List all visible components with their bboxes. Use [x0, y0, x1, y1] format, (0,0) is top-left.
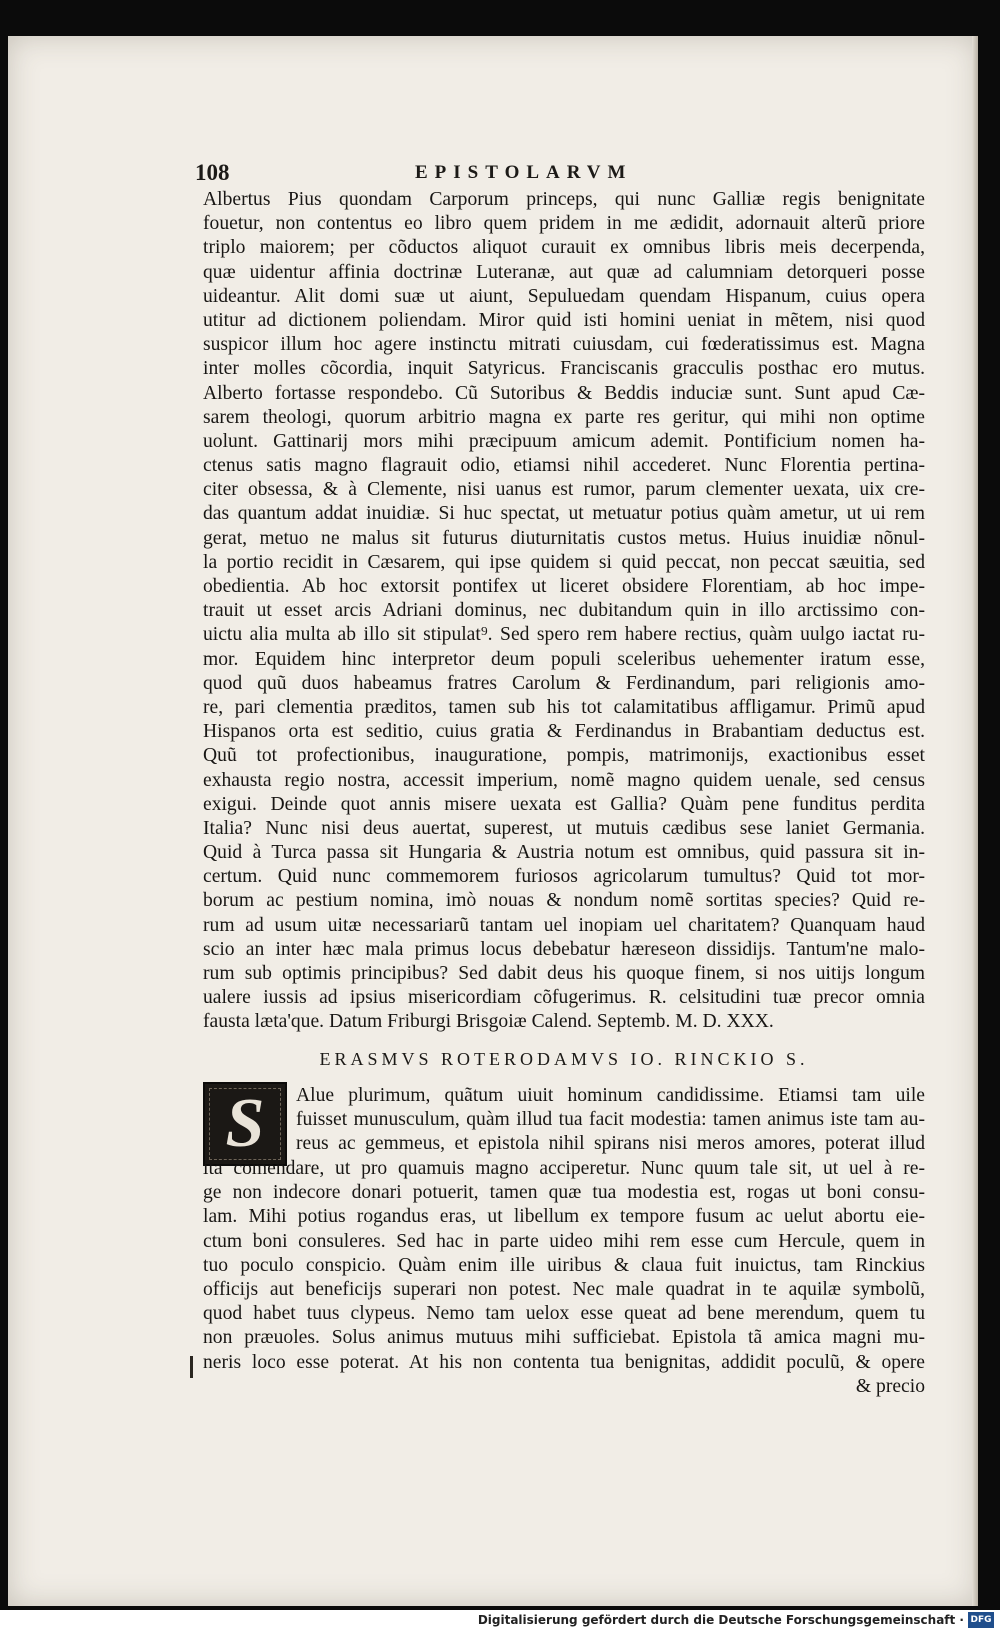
text-line: officijs aut beneficijs superari non potest. Nec male quadrat in te aquilæ symbolũ,: [203, 1278, 925, 1300]
text-line: fuisset munusculum, quàm illud tua facit modestia: tamen animus iste tam au-: [296, 1109, 925, 1131]
text-line: uolunt. Gattinarij mors mihi præcipuum amicum ademit. Pontificium nomen ha-: [203, 430, 925, 452]
text-line: gerat, metuo ne malus sit futurus diuturnitatis custos metus. Huius inuidiæ nõnul-: [203, 527, 925, 549]
text-line: borum ac pestium nomina, imò nouas & nondum nomẽ sortitas species? Quid re-: [203, 890, 925, 912]
text-line: obedientia. Ab hoc extorsit pontifex ut liceret obsidere Florentiam, ab hoc impe-: [203, 576, 925, 597]
decorated-initial: [203, 1082, 287, 1166]
page-edge: [972, 36, 978, 1606]
text-line: rum ad usum uitæ necessariarũ tantam uel inopiam uel charitatem? Quanquam haud: [203, 914, 925, 936]
text-line: trauit ut esset arcis Adriani dominus, nec dubitandum quin in illo arctissimo con-: [203, 600, 925, 622]
text-line: reus ac gemmeus, et epistola nihil spirans nisi meros amores, poterat illud: [296, 1133, 925, 1155]
text-line: quod quũ duos habeamus fratres Carolum & Ferdinandum, pari religionis amo-: [203, 672, 925, 694]
letter-1-body: [203, 188, 925, 1035]
page-header: [195, 160, 925, 186]
text-line: citer obsessa, & à Clemente, nisi uanus est rumor, parum clementer uexata, uix cre-: [203, 479, 925, 501]
text-line: re, pari clementia præditos, tamen sub his tot calamitatibus affligamur. Primũ apud: [203, 696, 925, 718]
text-line: exhausta regio nostra, accessit imperium, nomẽ magno quidem uenale, sed census: [203, 769, 925, 791]
drop-cap-letter: S: [225, 1085, 265, 1162]
text-line: la portio recidit in Cæsarem, qui ipse quidem si quid peccat, non peccat sæuitia, sed: [203, 551, 925, 573]
text-line: scio an inter hæc mala primus locus debebatur hæreseon dissidijs. Tantum'ne malo-: [203, 938, 925, 960]
page-number: 108: [195, 160, 230, 185]
text-line: ctum boni consuleres. Sed hac in parte uideo mihi rem esse cum Hercule, quem in: [203, 1230, 925, 1252]
text-line: quod habet tuus clypeus. Nemo tam uelox esse queat ad bene merendum, quem tu: [203, 1303, 925, 1325]
digitization-footer: [0, 1610, 1000, 1632]
text-line: suspicor illum hoc agere instinctu mitrati cuiusdam, cui fœderatissimus est. Magna: [203, 334, 925, 356]
text-line: quæ uidentur affinia doctrinæ Luteranæ, aut quæ ad calumniam detorqueri posse: [203, 261, 925, 283]
text-line: ualere iussis ad ipsius misericordiam cõfugerimus. R. celsitudini tuæ precor omnia: [203, 987, 925, 1009]
margin-mark: [190, 1356, 193, 1378]
text-line: inter molles cõcordia, inquit Satyricus. Franciscanis gracculis posthac ero mutus.: [203, 358, 925, 380]
text-line: mor. Equidem hinc interpretor deum populi sceleribus uehementer iratum esse,: [203, 648, 925, 670]
text-line: Albertus Pius quondam Carporum princeps, qui nunc Galliæ regis benignitate: [203, 189, 925, 210]
text-line: ge non indecore donari potuerit, tamen quæ tua modestia est, rogas ut boni consu-: [203, 1182, 925, 1204]
text-line: uideantur. Alit domi suæ ut aiunt, Sepuluedam quendam Hispanum, cuius opera: [203, 285, 925, 307]
letter-2-body: [203, 1157, 925, 1399]
running-title: EPISTOLARVM: [415, 162, 633, 183]
initial-ornament: [209, 1088, 281, 1160]
letter-2-opening: [296, 1084, 925, 1157]
text-line: das quantum addat inuidiæ. Si huc spectat, ut metuatur potius quàm ametur, ut ui rem: [203, 503, 925, 525]
text-line: sarem theologi, quorum arbitrio magna ex parte res geritur, qui mihi non optime: [203, 406, 925, 428]
text-line: Alue plurimum, quãtum uiuit hominum candidissime. Etiamsi tam uile: [296, 1085, 925, 1106]
dfg-logo: DFG: [968, 1612, 994, 1628]
text-line: Hispanos orta est seditio, cuius gratia & Ferdinandus in Brabantiam deductus est.: [203, 721, 925, 743]
text-line: Quid à Turca passa sit Hungaria & Austria notum est omnibus, quid passura sit in-: [203, 842, 925, 864]
text-line: Alberto fortasse respondebo. Cũ Sutoribus & Beddis induciæ sunt. Sunt apud Cæ-: [203, 382, 925, 404]
text-line: tuo poculo conspicio. Quàm enim ille uiribus & claua fuit inuictus, tam Rinckius: [203, 1254, 925, 1276]
text-line: certum. Quid nunc commemorem furiosos agricolarum tumultus? Quid tot mor-: [203, 866, 925, 888]
footer-credit: Digitalisierung gefördert durch die Deutsche Forschungsgemeinschaft ·: [477, 1613, 964, 1627]
text-line: utitur ad dictionem poliendam. Miror quid isti homini ueniat in mẽtem, nisi quod: [203, 309, 925, 331]
text-line: uictu alia multa ab illo sit stipulat⁹. Sed spero rem habere rectius, quàm uulgo iactat ru-: [203, 624, 925, 646]
text-line: Quũ tot profectionibus, inauguratione, pompis, matrimonijs, exactionibus esset: [203, 745, 925, 767]
text-line: fouetur, non contentus eo libro quem pridem in me ædidit, adornauit alterũ priore: [203, 213, 925, 235]
text-line: triplo maiorem; per cõductos aliquot curauit ex omnibus libris meis decerpenda,: [203, 237, 925, 259]
text-line: ita cõmendare, ut pro quamuis magno acciperetur. Nunc quum tale sit, ut uel à re-: [203, 1158, 925, 1179]
catchword: & precio: [855, 1375, 925, 1397]
text-line: lam. Mihi potius rogandus eras, ut libellum ex tempore fusum ac uelut abortu eie-: [203, 1206, 925, 1228]
text-line: rum sub optimis principibus? Sed dabit deus his quoque finem, si nos uitijs longum: [203, 963, 925, 984]
text-line: fausta læta'que. Datum Friburgi Brisgoiæ Calend. Septemb. M. D. XXX.: [203, 1011, 774, 1033]
letter-2-heading: ERASMVS ROTERODAMVS IO. RINCKIO S.: [319, 1049, 809, 1069]
text-line: ctenus satis magno flagrauit odio, etiamsi nihil accederet. Nunc Florentia pertina-: [203, 455, 925, 477]
text-line: Italia? Nunc nisi deus auertat, superest, ut mutuis cædibus sese laniet Germania.: [203, 817, 925, 839]
text-line: exigui. Deinde quot annis misere uexata est Gallia? Quàm pene funditus perdita: [203, 793, 925, 815]
text-line: non præuoles. Solus animus mutuus mihi sufficiebat. Epistola tã amica magni mu-: [203, 1327, 925, 1349]
text-line: neris loco esse poterat. At his non contenta tua benignitas, addidit poculũ, & opere: [203, 1351, 925, 1373]
